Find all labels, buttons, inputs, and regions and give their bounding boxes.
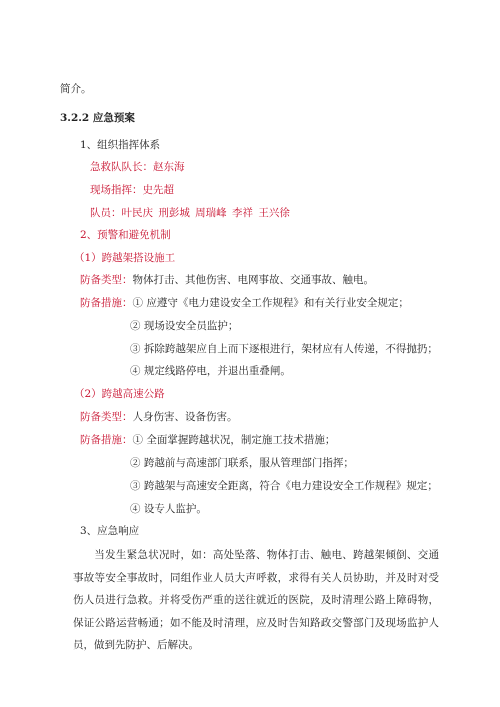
- section-title: 应急预案: [92, 112, 135, 124]
- item1-measure-1: [80, 296, 409, 310]
- org-members: 队员：叶民庆 刑彭城 周瑞峰 李祥 王兴徐: [90, 207, 290, 219]
- item1-measure-text: ① 应遵守《电力建设安全工作规程》和有关行业安全规定；: [132, 297, 409, 309]
- item2-measure-text: ① 全面掌握跨越状况，制定施工技术措施；: [132, 434, 336, 446]
- response-paragraph-text: 当发生紧急状况时，如：高处坠落、物体打击、触电、跨越架倾倒、交通事故等安全事故时，同组作业人员大声呼救，求得有关人员协助，并及时对受伤人员进行急救。并将受伤严重的送往就近的医院，及时清理公路上障碍物，保证公路运营畅通；如不能及时清理，应及时告知路政交警部门及现场监护人员，做到先防护、后解决。: [73, 549, 439, 651]
- item1-type: [80, 273, 374, 287]
- item2-measure-2: ② 跨越前与高速部门联系，服从管理部门指挥；: [130, 457, 354, 469]
- intro-tail: 简介。: [60, 83, 92, 95]
- section-number: 3.2.2: [60, 112, 90, 124]
- item2-type-label: 防备类型：: [80, 411, 133, 423]
- section-heading: [60, 111, 135, 125]
- response-heading: 3、应急响应: [80, 525, 140, 537]
- item1-measure-2: ② 现场设安全员监护；: [130, 320, 239, 332]
- org-commander: 急救队队长：赵东海: [90, 161, 185, 173]
- item1-measures-label: 防备措施：: [80, 297, 133, 309]
- org-onsite: 现场指挥：史先超: [90, 184, 174, 196]
- item1-type-value: 物体打击、其他伤害、电网事故、交通事故、触电。: [132, 274, 374, 286]
- item2-measures-label: 防备措施：: [80, 434, 133, 446]
- item2-measure-3: ③ 跨越架与高速安全距离，符合《电力建设安全工作规程》规定；: [130, 480, 438, 492]
- item2-measure-1: [80, 433, 335, 447]
- response-paragraph: [73, 544, 439, 657]
- item2-measure-4: ④ 设专人监护。: [130, 503, 207, 515]
- item2-type: [80, 410, 238, 424]
- item1-measure-4: ④ 规定线路停电，并退出重叠闸。: [130, 365, 291, 377]
- item2-type-value: 人身伤害、设备伤害。: [132, 411, 238, 423]
- org-heading: 1、组织指挥体系: [80, 139, 161, 151]
- item2-title: （2）跨越高速公路: [74, 388, 165, 400]
- item1-measure-3: ③ 拆除跨越架应自上而下逐根进行，架材应有人传递，不得抛扔；: [130, 343, 438, 355]
- warning-heading: 2、预警和避免机制: [80, 229, 171, 241]
- item1-title: （1）跨越架搭设施工: [74, 252, 176, 264]
- item1-type-label: 防备类型：: [80, 274, 133, 286]
